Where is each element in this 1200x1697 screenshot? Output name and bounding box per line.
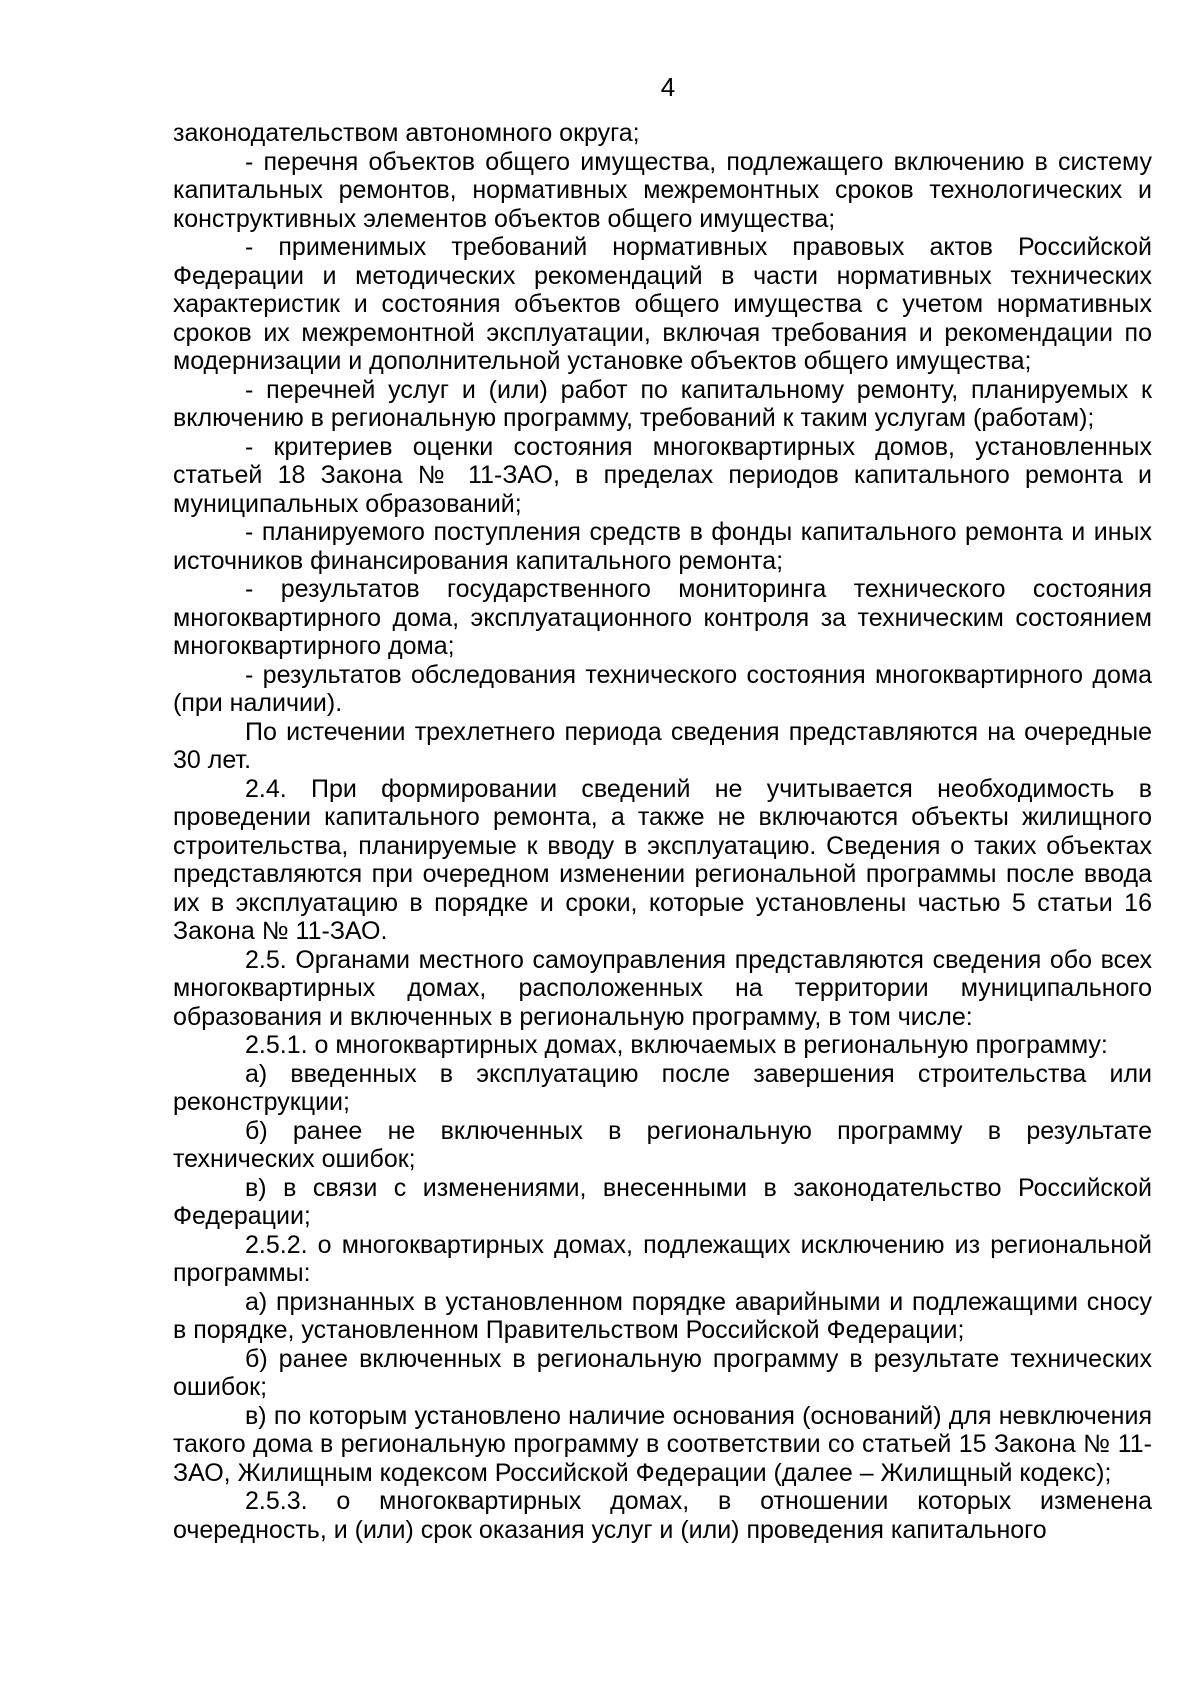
paragraph: б) ранее включенных в региональную программу в результате технических ошибок; [173,1344,1152,1401]
paragraph: - планируемого поступления средств в фонды капитального ремонта и иных источников финансирования капитального ремонта; [173,518,1152,575]
paragraph: - результатов государственного мониторинга технического состояния многоквартирного дома, эксплуатационного контроля за техническим состоянием многоквартирного дома; [173,575,1152,660]
document-body [173,119,1152,1544]
paragraph: 2.5.3. о многоквартирных домах, в отношении которых изменена очередность, и (или) срок оказания услуг и (или) проведения капитального [173,1487,1152,1544]
paragraph: б) ранее не включенных в региональную программу в результате технических ошибок; [173,1116,1152,1173]
paragraph: 2.5.1. о многоквартирных домах, включаемых в региональную программу: [245,1031,1108,1059]
paragraph: - перечня объектов общего имущества, подлежащего включению в систему капитальных ремонтов, нормативных межремонтных сроков технологических и конструктивных элементов объектов общего имущества; [173,147,1152,233]
paragraph: 2.4. При формировании сведений не учитывается необходимость в проведении капитального ремонта, а также не включаются объекты жилищного строительства, планируемые к вводу в эксплуатацию. Сведения о таких объектах представляются при очередном изменении региональной программы после ввода их в эксплуатацию в порядке и сроки, которые установлены частью 5 статьи 16 Закона № 11-ЗАО. [173,774,1152,945]
paragraph: - результатов обследования технического состояния многоквартирного дома (при наличии). [173,660,1152,717]
paragraph: а) признанных в установленном порядке аварийными и подлежащими сносу в порядке, установленном Правительством Российской Федерации; [173,1287,1152,1344]
paragraph: в) в связи с изменениями, внесенными в законодательство Российской Федерации; [173,1173,1152,1230]
paragraph: 2.5.2. о многоквартирных домах, подлежащих исключению из региональной программы: [173,1230,1152,1287]
paragraph: законодательством автономного округа; [173,119,640,147]
paragraph: По истечении трехлетнего периода сведения представляются на очередные 30 лет. [173,717,1152,774]
page-number: 4 [660,72,676,102]
paragraph: - применимых требований нормативных правовых актов Российской Федерации и методических рекомендаций в части нормативных технических характеристик и состояния объектов общего имущества с учетом нормативных сроков их межремонтной эксплуатации, включая требования и рекомендации по модернизации и дополнительной установке объектов общего имущества; [173,233,1152,375]
paragraph: а) введенных в эксплуатацию после завершения строительства или реконструкции; [173,1059,1152,1116]
paragraph: 2.5. Органами местного самоуправления представляются сведения обо всех многоквартирных домах, расположенных на территории муниципального образования и включенных в региональную программу, в том числе: [173,945,1152,1031]
paragraph: в) по которым установлено наличие основания (оснований) для невключения такого дома в региональную программу в соответствии со статьей 15 Закона № 11-ЗАО, Жилищным кодексом Российской Федерации (далее – Жилищный кодекс); [173,1401,1152,1487]
paragraph: - перечней услуг и (или) работ по капитальному ремонту, планируемых к включению в региональную программу, требований к таким услугам (работам); [173,375,1152,432]
paragraph: - критериев оценки состояния многоквартирных домов, установленных статьей 18 Закона № 11-ЗАО, в пределах периодов капитального ремонта и муниципальных образований; [173,432,1152,518]
